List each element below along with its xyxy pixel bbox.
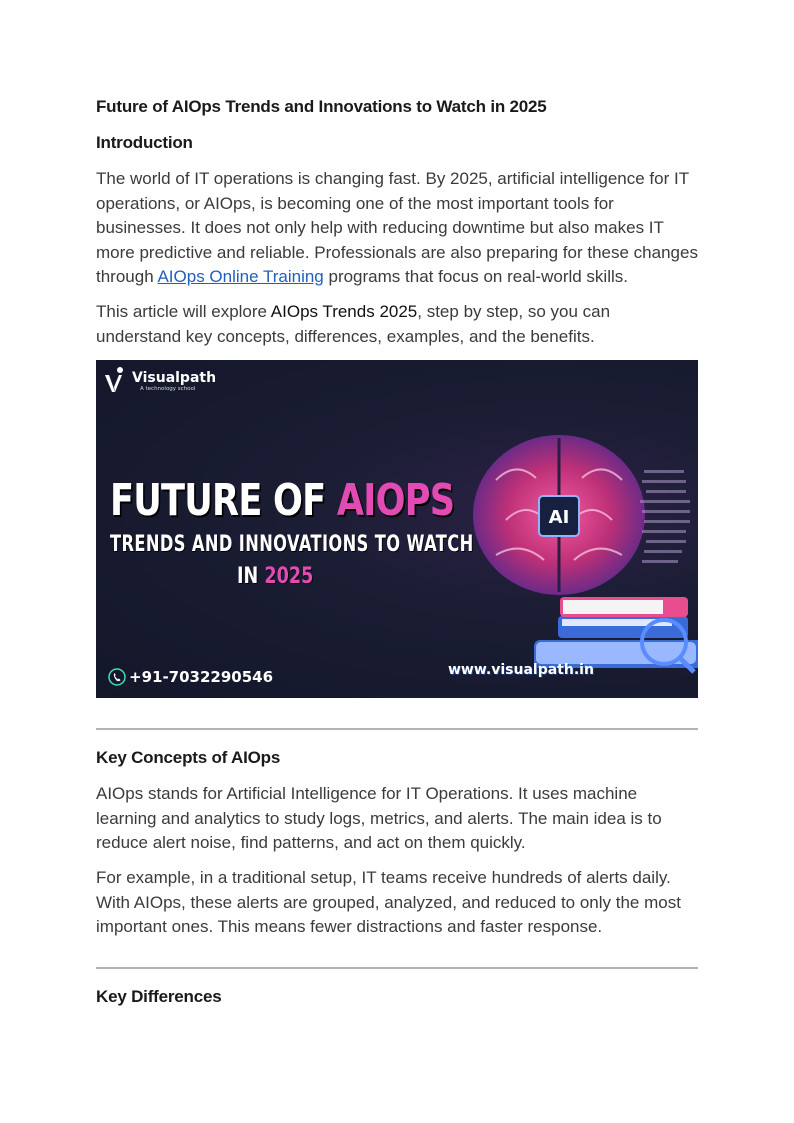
document-title: Future of AIOps Trends and Innovations to Watch in 2025: [96, 97, 547, 116]
key-concepts-paragraph-1: AIOps stands for Artificial Intelligence for IT Operations. It uses machine learning and analytics to study logs, metrics, and alerts. The main idea is to reduce alert noise, find patterns, and act on them quickly.: [96, 784, 662, 852]
article-scope-paragraph: [96, 300, 698, 349]
key-concepts-heading: Key Concepts of AIOps: [96, 748, 281, 767]
brand-name: Visualpath: [132, 369, 217, 386]
scope-text-start: This article will explore: [96, 302, 271, 321]
intro-heading: Introduction: [96, 133, 193, 152]
scope-emphasis: AIOps Trends 2025: [270, 302, 418, 321]
visualpath-logo-icon: [102, 366, 128, 396]
books-icon: [534, 597, 698, 668]
scope-text-end: , step by step, so you can understand key concepts, differences, examples, and the benefits.: [96, 302, 611, 346]
website-url: www.visualpath.in: [448, 662, 594, 678]
phone-number: +91-7032290546: [129, 668, 274, 686]
brand-tagline: A technology school: [140, 385, 196, 392]
phone-icon: [108, 668, 126, 686]
banner-year-prefix: IN: [237, 564, 265, 589]
banner-title: [110, 475, 454, 526]
key-differences-heading: Key Differences: [96, 987, 222, 1006]
section-divider: [96, 728, 698, 730]
contact-phone: [108, 668, 273, 686]
banner-subtitle: TRENDS AND INNOVATIONS TO WATCH: [110, 532, 474, 557]
intro-text-end: programs that focus on real-world skills.: [323, 267, 628, 286]
intro-paragraph: [96, 167, 698, 290]
banner-artwork: [436, 360, 698, 698]
aiops-training-link[interactable]: AIOps Online Training: [157, 267, 324, 286]
banner-title-white: FUTURE OF: [110, 475, 337, 526]
binary-pattern-decoration: [640, 470, 690, 563]
brand-logo: [102, 366, 216, 396]
key-concepts-paragraph-2: For example, in a traditional setup, IT teams receive hundreds of alerts daily. With AIOps, these alerts are grouped, analyzed, and reduced to only the most important ones. This means fewer distractions and faster response.: [96, 868, 681, 936]
section-divider: [96, 967, 698, 969]
banner-image: [96, 360, 698, 698]
banner-year-line: [237, 564, 313, 589]
intro-text-start: The world of IT operations is changing fast. By 2025, artificial intelligence for IT operations, or AIOps, is becoming one of the most important tools for businesses. It does not only help with reducing downtime but also makes IT more predictive and reliable. Professionals are also preparing for these changes through: [96, 169, 698, 286]
ai-chip-label: AI: [548, 507, 570, 528]
banner-year: 2025: [264, 564, 314, 589]
banner-title-accent: AIOPS: [336, 475, 455, 526]
